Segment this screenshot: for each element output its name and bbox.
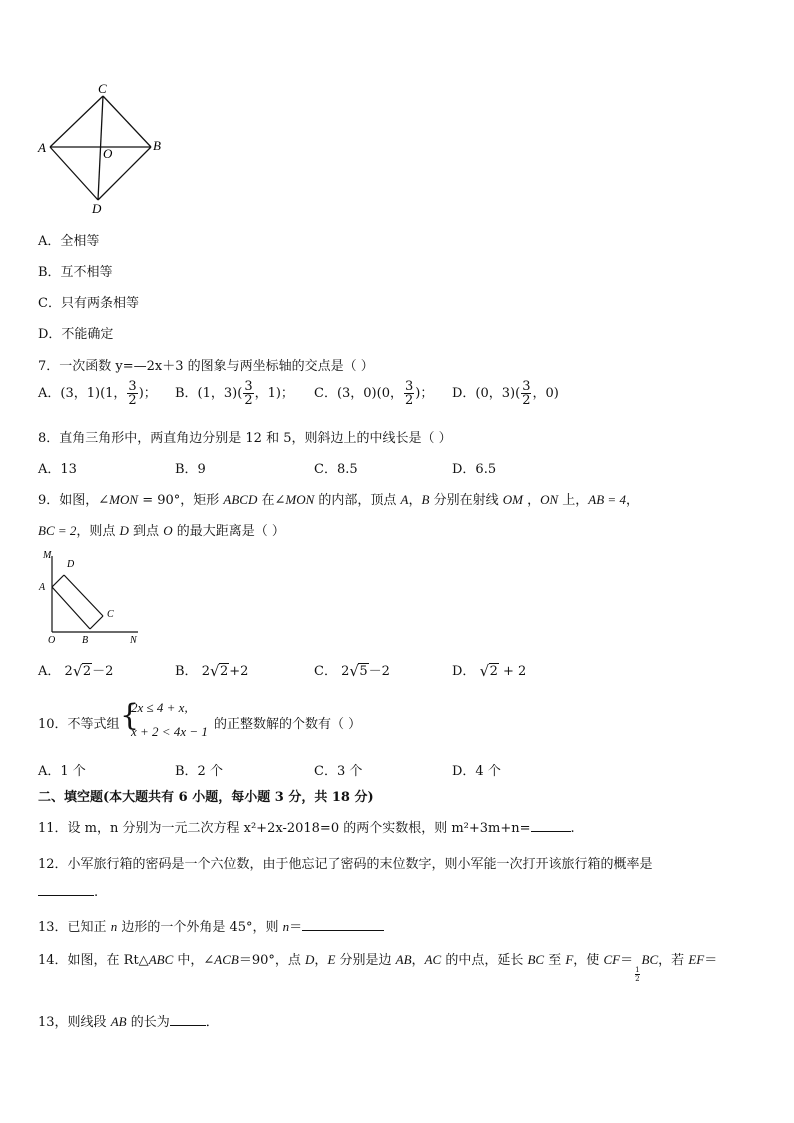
text-fragment xyxy=(635,966,639,983)
text-fragment: . xyxy=(94,885,99,900)
q8-option-a: A．13 xyxy=(38,462,77,477)
text-fragment: MON xyxy=(285,492,315,507)
text-fragment: ， xyxy=(408,493,422,508)
q8-stem: 8．直角三角形中，两直角边分别是 12 和 5，则斜边上的中线长是（ ） xyxy=(38,431,452,446)
rectangle-figure xyxy=(34,546,144,646)
q10-option-b: B．2 个 xyxy=(175,764,223,779)
text-fragment: ，1)； xyxy=(254,386,294,401)
text-fragment xyxy=(480,664,499,679)
text-fragment: 11．设 m，n 分别为一元二次方程 x²+2x-2018=0 的两个实数根，则 m²+3m+n= xyxy=(38,821,531,836)
q14-line1 xyxy=(38,949,718,983)
label-d: D xyxy=(92,201,102,216)
text-fragment: 3 xyxy=(522,379,531,394)
label-m: M xyxy=(43,550,52,561)
q8-option-b: B．9 xyxy=(175,462,206,477)
q10-option-a: A．1 个 xyxy=(38,764,86,779)
text-fragment: D xyxy=(305,952,315,967)
text-fragment: F xyxy=(565,952,574,967)
text-fragment: ＝ xyxy=(704,953,718,968)
text-fragment: )； xyxy=(138,386,157,401)
q10-option-c: C．3 个 xyxy=(314,764,363,779)
text-fragment: EF xyxy=(688,952,705,967)
q10-suffix: 的正整数解的个数有（ ） xyxy=(214,717,362,732)
q9-option-d xyxy=(452,660,526,679)
text-fragment: 2 xyxy=(635,975,640,983)
text-fragment: 的内部，顶点 xyxy=(314,493,401,508)
text-fragment: 2 xyxy=(341,664,350,679)
text-fragment: B xyxy=(421,492,430,507)
text-fragment: 的最大距离是（ ） xyxy=(172,524,285,539)
text-fragment: 2 xyxy=(201,664,210,679)
text-fragment: +2 xyxy=(229,664,249,679)
answer-blank xyxy=(38,882,94,896)
text-fragment: 1 xyxy=(635,966,640,974)
text-fragment: 到点 xyxy=(128,524,164,539)
text-fragment: √ xyxy=(479,662,490,680)
text-fragment: CF xyxy=(603,952,621,967)
text-fragment: ＝ xyxy=(620,953,634,968)
q8-option-d: D．6.5 xyxy=(452,462,497,477)
q6-option-b: B．互不相等 xyxy=(38,265,113,280)
answer-blank xyxy=(302,917,384,931)
text-fragment: ＝90°，点 xyxy=(238,953,306,968)
text-fragment xyxy=(243,380,253,407)
text-fragment: AB xyxy=(110,1014,127,1029)
text-fragment: ， xyxy=(625,493,639,508)
text-fragment: 5 xyxy=(359,664,368,679)
text-fragment: AC xyxy=(424,952,442,967)
q10-prefix: 10．不等式组 xyxy=(38,717,120,732)
text-fragment: 的中点，延长 xyxy=(441,953,528,968)
label-c: C xyxy=(107,609,114,620)
text-fragment: 上， xyxy=(558,493,589,508)
q7-option-a xyxy=(38,380,157,407)
q6-option-d: D．不能确定 xyxy=(38,327,114,342)
q6-option-a: A．全相等 xyxy=(38,234,100,249)
q7-option-b xyxy=(175,380,294,407)
q7-option-c xyxy=(314,380,433,407)
text-fragment: )； xyxy=(415,386,434,401)
text-fragment: C． xyxy=(314,664,337,679)
label-b: B xyxy=(82,635,89,646)
text-fragment: ， xyxy=(411,953,425,968)
text-fragment: B．(1，3)( xyxy=(175,386,243,401)
text-fragment: ACB xyxy=(214,952,239,967)
text-fragment: B． xyxy=(175,664,198,679)
text-fragment: 2 xyxy=(522,393,531,408)
q10-brace: { xyxy=(120,698,140,733)
q9-option-c xyxy=(314,660,390,679)
text-fragment: 3 xyxy=(244,379,253,394)
q13 xyxy=(38,916,384,935)
label-o: O xyxy=(103,146,113,161)
text-fragment: 分别在射线 xyxy=(429,493,503,508)
answer-blank xyxy=(170,1012,206,1026)
q12-line2 xyxy=(38,882,98,900)
text-fragment xyxy=(73,664,92,679)
text-fragment: C．(3，0)(0， xyxy=(314,386,403,401)
text-fragment: A xyxy=(400,492,409,507)
text-fragment: 在∠ xyxy=(257,493,286,508)
text-fragment: ， xyxy=(314,953,328,968)
q9-option-b xyxy=(175,660,248,679)
text-fragment: E xyxy=(327,952,336,967)
text-fragment: ，0) xyxy=(532,386,559,401)
text-fragment xyxy=(210,664,229,679)
text-fragment: AB = 4 xyxy=(588,492,626,507)
text-fragment: A．(3，1)(1， xyxy=(38,386,127,401)
text-fragment: BC xyxy=(641,952,659,967)
text-fragment: D xyxy=(119,523,129,538)
q11 xyxy=(38,817,575,836)
text-fragment: ，使 xyxy=(573,953,604,968)
rhombus-figure xyxy=(30,82,170,217)
text-fragment: ， xyxy=(522,493,541,508)
text-fragment: 13．已知正 xyxy=(38,920,111,935)
text-fragment: √ xyxy=(72,662,83,680)
label-n: N xyxy=(130,635,137,646)
text-fragment: 中，∠ xyxy=(173,953,215,968)
text-fragment: √ xyxy=(209,662,220,680)
text-fragment: D．(0，3)( xyxy=(452,386,521,401)
text-fragment: n xyxy=(110,919,118,934)
text-fragment: 的长为 xyxy=(126,1015,170,1030)
text-fragment xyxy=(404,380,414,407)
label-b: B xyxy=(153,138,161,153)
label-a: A xyxy=(38,140,46,155)
text-fragment: 2 xyxy=(82,664,92,679)
q9-option-a xyxy=(38,660,113,679)
text-fragment: 分别是边 xyxy=(335,953,396,968)
text-fragment xyxy=(349,664,368,679)
text-fragment: 3 xyxy=(128,379,137,394)
text-fragment xyxy=(521,380,531,407)
q8-option-c: C．8.5 xyxy=(314,462,358,477)
text-fragment: 至 xyxy=(544,953,566,968)
text-fragment: 2 xyxy=(219,664,229,679)
text-fragment: ，若 xyxy=(658,953,689,968)
text-fragment: O xyxy=(163,523,173,538)
text-fragment: 2 xyxy=(404,393,414,408)
text-fragment: ON xyxy=(540,492,559,507)
q10-ineq-1: 2x ≤ 4 + x, xyxy=(131,700,188,715)
label-c: C xyxy=(98,82,107,96)
text-fragment: 9．如图，∠ xyxy=(38,493,110,508)
label-o: O xyxy=(48,635,56,646)
q7-option-d xyxy=(452,380,559,407)
text-fragment: . xyxy=(570,821,575,836)
text-fragment: 2 xyxy=(244,393,253,408)
answer-blank xyxy=(531,818,571,832)
label-a: A xyxy=(39,582,46,593)
text-fragment: －2 xyxy=(368,664,390,679)
text-fragment: 2 xyxy=(64,664,73,679)
text-fragment: √ xyxy=(349,662,359,680)
text-fragment: OM xyxy=(502,492,523,507)
text-fragment: = 90°，矩形 xyxy=(138,493,224,508)
text-fragment: A． xyxy=(38,664,61,679)
text-fragment: ＝ xyxy=(289,920,303,935)
text-fragment: 14．如图，在 Rt△ xyxy=(38,953,149,968)
text-fragment: BC xyxy=(527,952,545,967)
label-d: D xyxy=(67,559,75,570)
text-fragment: 3 xyxy=(404,379,414,394)
text-fragment: ，则点 xyxy=(76,524,120,539)
text-fragment: AB xyxy=(395,952,412,967)
text-fragment: D． xyxy=(452,664,476,679)
q14-line2 xyxy=(38,1011,219,1030)
q10-option-d: D．4 个 xyxy=(452,764,501,779)
q7-stem: 7．一次函数 y=—2x＋3 的图象与两坐标轴的交点是（ ） xyxy=(38,359,374,374)
q10-ineq-2: x + 2 < 4x − 1 xyxy=(131,724,208,739)
text-fragment: BC = 2 xyxy=(38,523,77,538)
text-fragment: 边形的一个外角是 45°，则 xyxy=(117,920,283,935)
q9-stem-line1 xyxy=(38,489,639,508)
text-fragment: 2 xyxy=(489,664,498,679)
q9-stem-line2 xyxy=(38,520,285,539)
text-fragment: ABCD xyxy=(223,492,258,507)
text-fragment: 2 xyxy=(128,393,137,408)
text-fragment: ． xyxy=(205,1015,219,1030)
section-heading: 二、填空题(本大题共有 6 小题，每小题 3 分，共 18 分) xyxy=(38,790,374,805)
text-fragment xyxy=(127,380,137,407)
q12-line1: 12．小军旅行箱的密码是一个六位数，由于他忘记了密码的末位数字，则小军能一次打开该旅行箱的概率是 xyxy=(38,857,653,872)
text-fragment: ABC xyxy=(148,952,174,967)
q6-option-c: C．只有两条相等 xyxy=(38,296,139,311)
text-fragment: 13，则线段 xyxy=(38,1015,111,1030)
text-fragment: + 2 xyxy=(498,664,527,679)
text-fragment: MON xyxy=(109,492,139,507)
text-fragment: n xyxy=(282,919,290,934)
text-fragment: －2 xyxy=(92,664,114,679)
